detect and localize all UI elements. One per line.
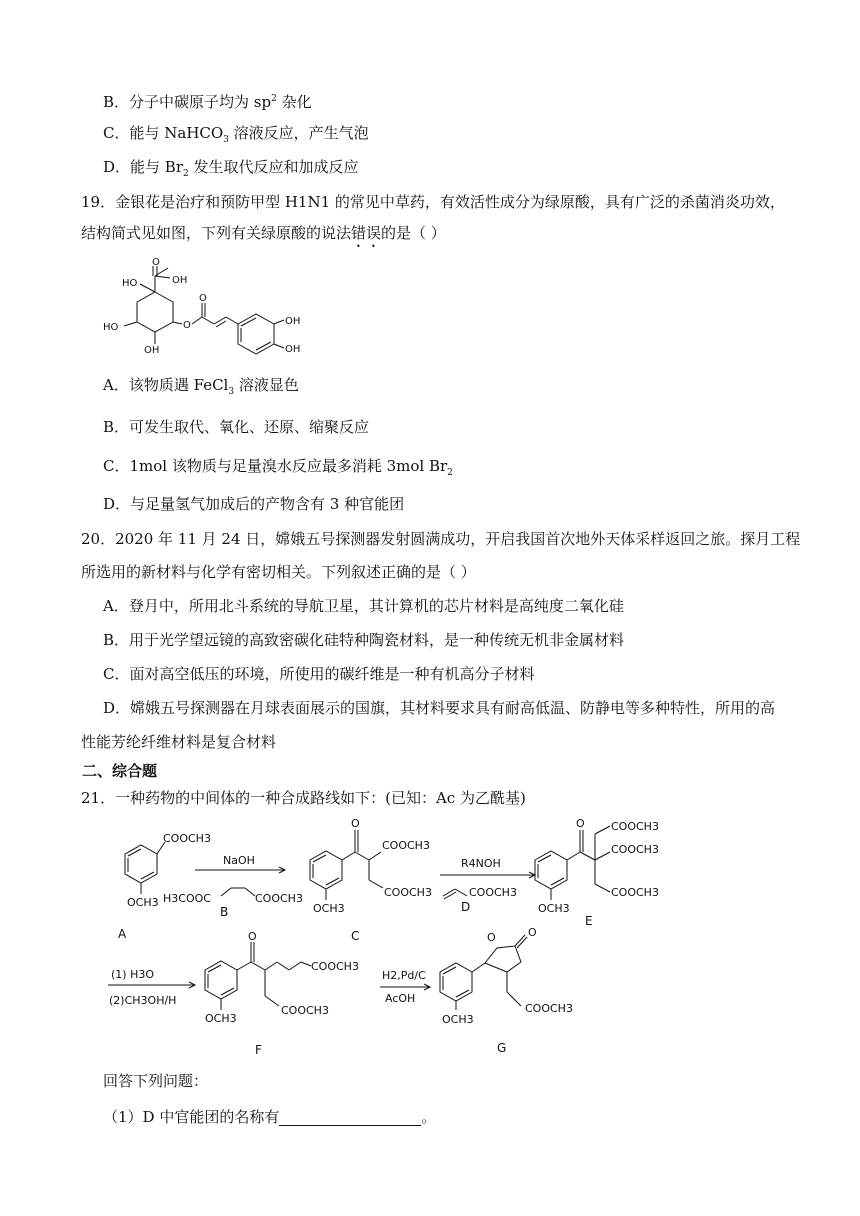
svg-text:H2,Pd/C: H2,Pd/C <box>382 969 426 982</box>
svg-text:OH: OH <box>285 344 301 355</box>
svg-text:O: O <box>183 320 191 331</box>
svg-text:A: A <box>118 927 127 941</box>
q19-stem-line1: 19．金银花是治疗和预防甲型 H1N1 的常见中草药，有效活性成分为绿原酸，具有广泛的杀菌消炎功效， <box>81 193 785 211</box>
q20-option-c: C．面对高空低压的环境，所使用的碳纤维是一种有机高分子材料 <box>103 665 535 683</box>
svg-text:O: O <box>248 930 257 943</box>
svg-text:COOCH3: COOCH3 <box>382 839 430 852</box>
svg-text:OH: OH <box>172 275 188 286</box>
svg-text:OCH3: OCH3 <box>127 896 159 909</box>
svg-text:C: C <box>351 929 360 943</box>
svg-text:COOCH3: COOCH3 <box>281 1004 329 1017</box>
chlorogenic-acid-structure <box>100 258 310 358</box>
q21-sub-question-1: （1）D 中官能团的名称有 。 <box>103 1108 437 1126</box>
svg-text:(2)CH3OH/H: (2)CH3OH/H <box>109 994 177 1007</box>
q20-option-d-line1: D．嫦娥五号探测器在月球表面展示的国旗，其材料要求具有耐高低温、防静电等多种特性，所用的高 <box>103 699 776 717</box>
svg-text:COOCH3: COOCH3 <box>611 843 659 856</box>
svg-text:COOCH3: COOCH3 <box>311 960 359 973</box>
q19-option-d: D．与足量氢气加成后的产物含有 3 种官能团 <box>103 495 405 513</box>
q20-option-a: A．登月中，所用北斗系统的导航卫星，其计算机的芯片材料是高纯度二氧化硅 <box>103 597 624 615</box>
svg-text:NaOH: NaOH <box>223 854 255 867</box>
svg-text:D: D <box>461 900 471 914</box>
svg-text:H3COOC: H3COOC <box>163 892 211 905</box>
svg-text:O: O <box>487 931 496 944</box>
q20-stem-line2: 所选用的新材料与化学有密切相关。下列叙述正确的是（ ） <box>81 563 476 581</box>
svg-text:HO: HO <box>103 322 119 333</box>
svg-text:COOCH3: COOCH3 <box>163 832 211 845</box>
svg-text:OCH3: OCH3 <box>538 902 570 915</box>
prev-option-b: B．分子中碳原子均为 $sp^2$ 杂化 <box>103 93 312 111</box>
svg-text:O: O <box>152 257 160 268</box>
svg-text:B: B <box>220 905 229 919</box>
q19-option-b: B．可发生取代、氧化、还原、缩聚反应 <box>103 418 370 436</box>
q20-option-b: B．用于光学望远镜的高致密碳化硅特种陶瓷材料，是一种传统无机非金属材料 <box>103 631 625 649</box>
svg-text:COOCH3: COOCH3 <box>255 892 303 905</box>
q21-answer-prompt: 回答下列问题： <box>103 1072 209 1090</box>
svg-text:OH: OH <box>285 316 301 327</box>
answer-blank[interactable] <box>279 1109 421 1126</box>
svg-text:OCH3: OCH3 <box>442 1013 474 1026</box>
svg-text:COOCH3: COOCH3 <box>525 1002 573 1015</box>
svg-text:COOCH3: COOCH3 <box>611 820 659 833</box>
svg-text:COOCH3: COOCH3 <box>469 886 517 899</box>
prev-option-d: D．能与 $Br_2$ 发生取代反应和加成反应 <box>103 158 359 179</box>
emphasis-text: 错误 <box>351 224 382 242</box>
svg-text:OCH3: OCH3 <box>205 1012 237 1025</box>
synthesis-scheme <box>95 812 715 1062</box>
svg-text:OH: OH <box>144 345 160 356</box>
svg-text:COOCH3: COOCH3 <box>611 886 659 899</box>
q19-stem-line2: 结构简式见如图，下列有关绿原酸的说法错误的是（ ） <box>81 224 446 242</box>
svg-text:AcOH: AcOH <box>385 992 416 1005</box>
svg-text:F: F <box>255 1043 262 1057</box>
svg-text:R4NOH: R4NOH <box>461 857 501 870</box>
svg-text:HO: HO <box>122 278 138 289</box>
svg-text:(1) H3O: (1) H3O <box>111 968 155 981</box>
q19-option-a: A．该物质遇 FeCl$_3$ 溶液显色 <box>103 376 299 397</box>
section-heading: 二、综合题 <box>82 762 158 780</box>
prev-option-c: C．能与 NaHCO$_3$ 溶液反应，产生气泡 <box>103 124 369 145</box>
q20-stem-line1: 20．2020 年 11 月 24 日，嫦娥五号探测器发射圆满成功，开启我国首次地外天体采样返回之旅。探月工程 <box>81 530 801 548</box>
svg-text:COOCH3: COOCH3 <box>384 886 432 899</box>
svg-text:O: O <box>351 817 360 830</box>
svg-text:O: O <box>528 926 537 939</box>
q20-option-d-line2: 性能芳纶纤维材料是复合材料 <box>81 733 277 751</box>
q21-intro: 21．一种药物的中间体的一种合成路线如下：(已知：Ac 为乙酰基) <box>81 789 526 807</box>
svg-text:OCH3: OCH3 <box>313 902 345 915</box>
svg-text:O: O <box>576 817 585 830</box>
svg-text:O: O <box>199 293 207 304</box>
svg-text:E: E <box>585 914 593 928</box>
q19-option-c: C．1mol 该物质与足量溴水反应最多消耗 3mol $Br_2$ <box>103 457 453 478</box>
svg-text:G: G <box>497 1041 507 1055</box>
